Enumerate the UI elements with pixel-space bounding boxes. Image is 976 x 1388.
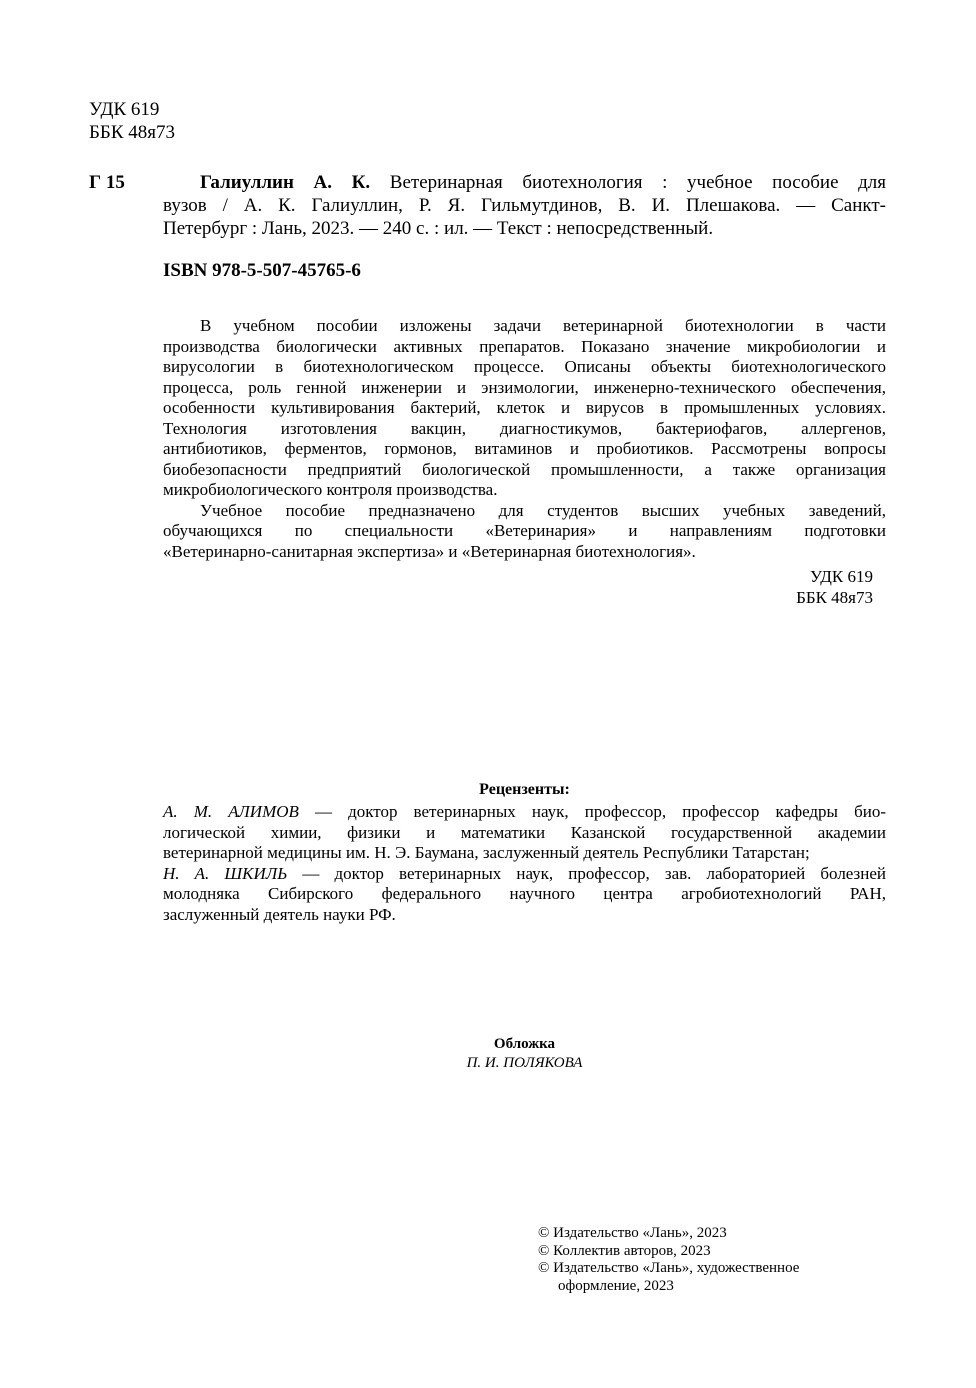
abstract-line: В учебном пособии изложены задачи ветеринарной биотехнологии в части (200, 316, 886, 335)
abstract-line: обучающихся по специальности «Ветеринария» и направлениям подготовки (163, 521, 886, 540)
author-mark: Г 15 (89, 172, 125, 193)
reviewer-line: Н. А. ШКИЛЬ — доктор ветеринарных наук, профессор, зав. лабораторией болезней (163, 863, 887, 883)
abstract-line: микробиологического контроля производства. (163, 480, 498, 499)
abstract-line: «Ветеринарно-санитарная экспертиза» и «Ветеринарная биотехнология». (163, 541, 696, 561)
udk-code: УДК 619 (809, 567, 873, 586)
author-name: Галиуллин А. К. (200, 172, 371, 193)
classification-bottom (700, 567, 873, 608)
bibliographic-record (163, 171, 886, 240)
bbk-code: ББК 48я73 (796, 587, 873, 607)
reviewer-line: А. М. АЛИМОВ — доктор ветеринарных наук, профессор, профессор кафедры био- (163, 802, 886, 821)
abstract-line: антибиотиков, ферментов, гормонов, витаминов и пробиотиков. Рассмотрены вопросы (163, 439, 886, 458)
record-line-2: вузов / А. К. Галиуллин, Р. Я. Гильмутдинов, В. И. Плешакова. — Санкт- (163, 195, 886, 216)
classification-top (89, 98, 175, 144)
record-line-1: Галиуллин А. К. Ветеринарная биотехнология : учебное пособие для (200, 172, 887, 193)
cover-heading: Обложка (493, 1036, 556, 1052)
reviewers-heading: Рецензенты: (479, 781, 570, 798)
abstract (163, 316, 886, 562)
copyright-line: оформление, 2023 (558, 1277, 674, 1294)
reviewers-list (163, 802, 886, 925)
isbn: ISBN 978-5-507-45765-6 (163, 260, 361, 281)
cover-designer: П. И. ПОЛЯКОВА (466, 1055, 583, 1071)
reviewer-line: логической химии, физики и математики Казанской государственной академии (163, 822, 886, 842)
abstract-line: Учебное пособие предназначено для студентов высших учебных заведений, (200, 500, 886, 520)
reviewer-line: молодняка Сибирского федерального научного центра агробиотехнологий РАН, (163, 884, 886, 903)
abstract-line: производства биологически активных препаратов. Показано значение микробиологии и (163, 336, 886, 356)
reviewer-line: заслуженный деятель науки РФ. (163, 904, 396, 924)
copyright-line: © Издательство «Лань», 2023 (538, 1225, 727, 1241)
copyright-line: © Издательство «Лань», художественное (538, 1260, 800, 1276)
record-line-3: Петербург : Лань, 2023. — 240 с. : ил. — Текст : непосредственный. (163, 218, 714, 239)
abstract-line: биобезопасности предприятий биологической промышленности, а также организация (163, 459, 886, 479)
abstract-line: Технология изготовления вакцин, диагностикумов, бактериофагов, аллергенов, (163, 418, 886, 438)
reviewer-name: Н. А. ШКИЛЬ (163, 863, 288, 883)
abstract-line: особенности культивирования бактерий, клеток и вирусов в промышленных условиях. (163, 398, 886, 417)
copyright-block (538, 1225, 799, 1295)
udk-code: УДК 619 (89, 99, 160, 120)
abstract-line: процесса, роль генной инженерии и энзимологии, инженерно-технического обеспечения, (163, 377, 886, 397)
bbk-code: ББК 48я73 (89, 122, 175, 143)
reviewer-name: А. М. АЛИМОВ (163, 802, 299, 821)
reviewer-line: ветеринарной медицины им. Н. Э. Баумана, заслуженный деятель Республики Татарстан; (163, 843, 810, 862)
copyright-line: © Коллектив авторов, 2023 (538, 1242, 711, 1259)
abstract-line: вирусологии в биотехнологическом процессе. Описаны объекты биотехнологического (163, 357, 886, 376)
